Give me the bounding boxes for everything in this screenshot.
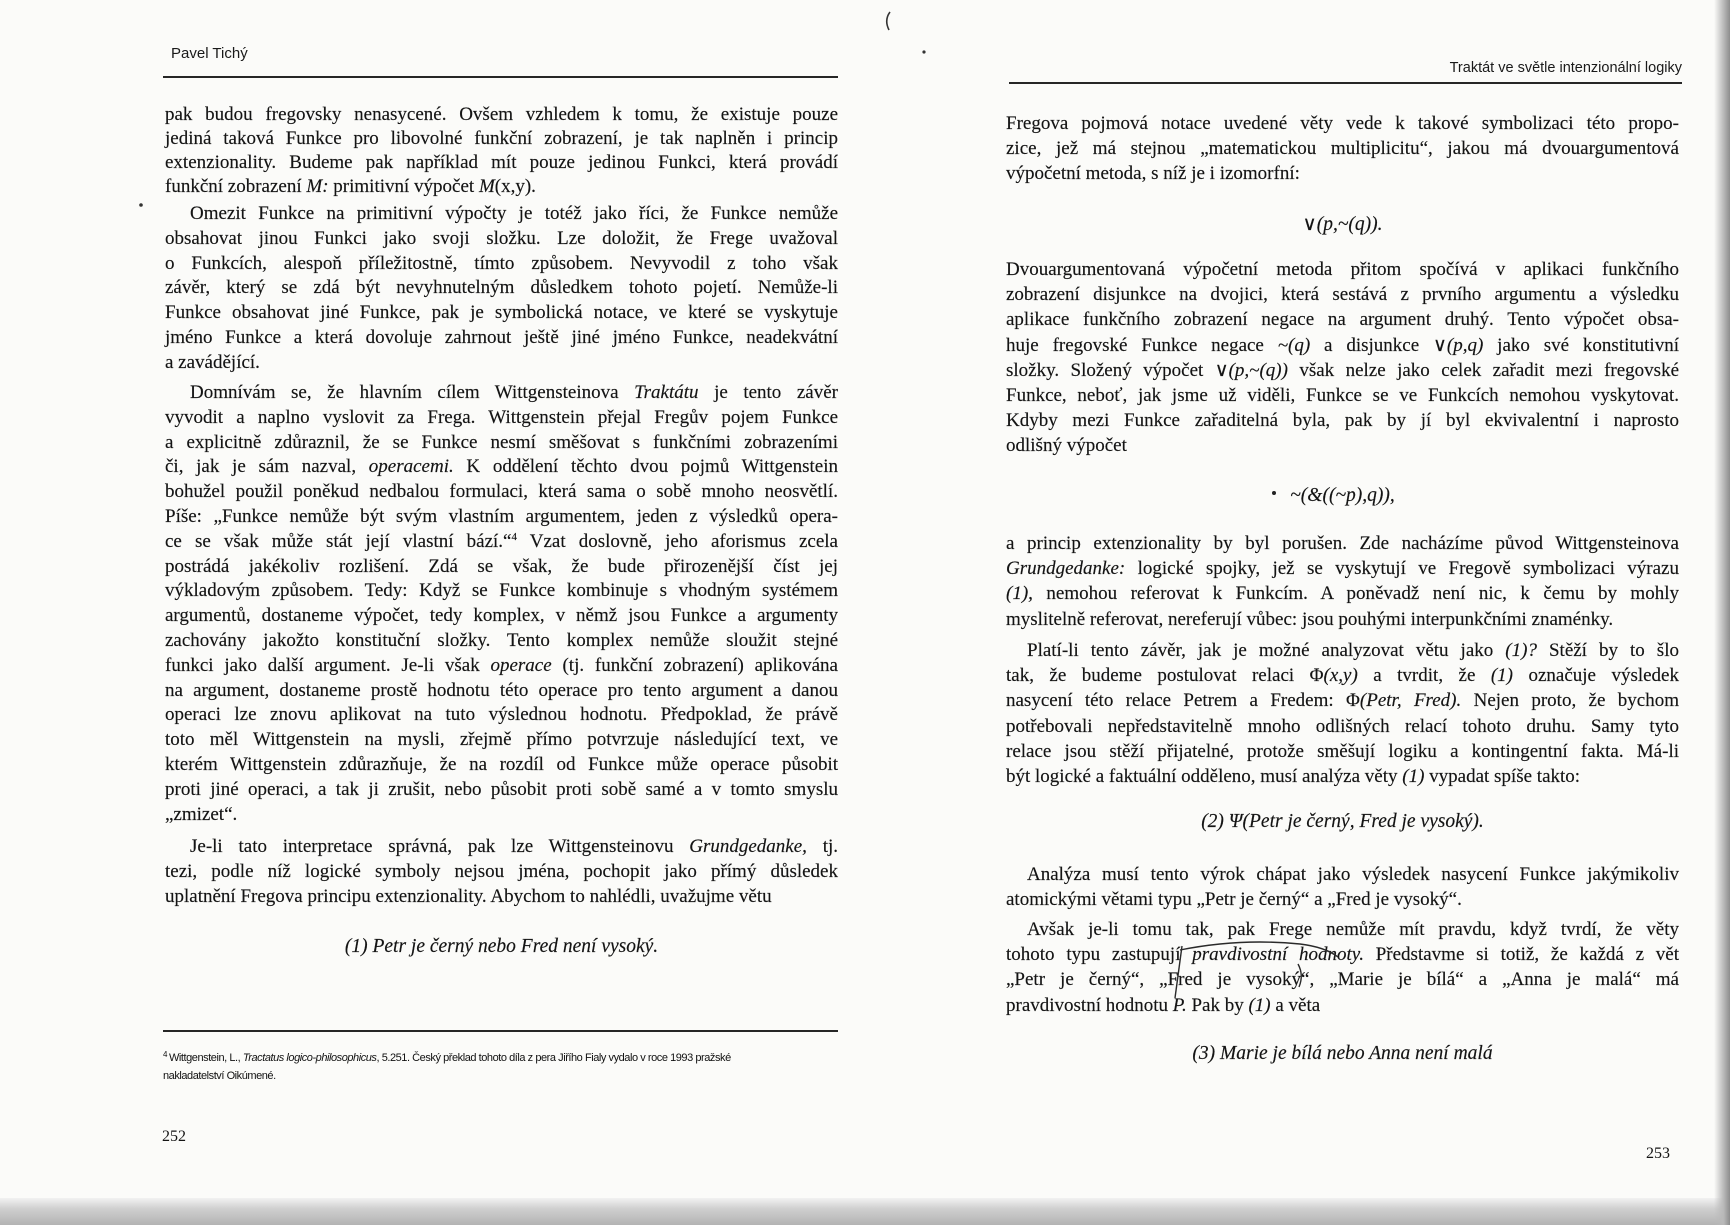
text-line bbox=[1006, 433, 1679, 458]
text-line bbox=[1006, 257, 1679, 282]
italic-text: Tractatus logico-philosophicus bbox=[242, 1052, 377, 1064]
text-segment: uplatnění Fregova principu extenzionality. Abychom to nahlédli, uvažujme větu bbox=[165, 885, 772, 907]
text-segment: pak budou fregovsky nenasycené. Ovšem vzhledem k tomu, že existuje pouze bbox=[165, 104, 838, 125]
text-segment: a disjunkce bbox=[1310, 334, 1433, 356]
footnote-reference: 4 bbox=[511, 530, 517, 543]
italic-text: Grundgedanke: bbox=[1006, 558, 1126, 580]
text-segment: myslitelně referovat, nereferují vůbec: jsou pouhými interpunkčními znaménky. bbox=[1006, 608, 1614, 630]
text-segment: a explicitně zdůraznil, že se Funkce nesmí směšovat s funkčními zobrazeními bbox=[165, 431, 838, 453]
italic-text: Traktátu bbox=[634, 382, 699, 403]
text-segment: a věta bbox=[1270, 994, 1321, 1016]
text-line bbox=[165, 151, 838, 175]
text-segment: označuje výsledek bbox=[1513, 665, 1679, 687]
example-sentence: (3) Marie je bílá nebo Anna není malá bbox=[1192, 1043, 1493, 1064]
left-page-body bbox=[165, 0, 838, 1200]
text-segment: proti jiné operaci, a tak ji zrušit, nebo působit proti sobě samé a v tomto smyslu bbox=[165, 778, 838, 800]
text-segment: toto měl Wittgenstein na mysli, zřejmě přímo potvrzuje následující text, ve bbox=[165, 729, 838, 751]
text-line bbox=[165, 202, 838, 227]
running-head: Traktát ve světle intenzionální logiky bbox=[1449, 60, 1682, 76]
text-segment: atomickými větami typu „Petr je černý“ a „Fred je vysoký“. bbox=[1006, 889, 1462, 911]
text-segment: primitivní výpočet bbox=[328, 176, 479, 197]
right-page-body bbox=[1006, 0, 1679, 1200]
text-line bbox=[165, 860, 838, 885]
pencil-mark bbox=[887, 12, 890, 30]
paragraph bbox=[1006, 862, 1679, 912]
text-segment: tohoto typu zastupují bbox=[1006, 944, 1193, 966]
italic-text: M bbox=[478, 176, 495, 197]
text-segment: extenzionality. Budeme pak například mít pouze jedinou Funkci, která provádí bbox=[165, 152, 838, 173]
text-line bbox=[165, 455, 838, 480]
text-segment: logické spojky, jež se vyskytují ve Fregově symbolizaci výrazu bbox=[1125, 558, 1679, 580]
text-segment: tj. bbox=[806, 836, 838, 857]
text-segment: být logické a faktuální odděleno, musí analýza věty bbox=[1006, 765, 1403, 787]
text-segment: Dvouargumentovaná výpočetní metoda přitom spočívá v aplikaci funkčního bbox=[1006, 259, 1679, 280]
text-line bbox=[165, 753, 838, 778]
text-segment: nemohou referovat k Funkcím. A poněvadž není nic, k čemu by mohly bbox=[1032, 583, 1679, 605]
text-segment: výkladovým způsobem. Tedy: Když se Funkce kombinuje s vhodným systémem bbox=[165, 580, 838, 602]
italic-text: ~(q) bbox=[1277, 334, 1311, 356]
text-segment: složky. Složený výpočet bbox=[1006, 359, 1215, 381]
text-segment: (x,y). bbox=[494, 176, 536, 197]
text-line bbox=[165, 803, 838, 828]
text-line bbox=[165, 252, 838, 277]
text-line bbox=[165, 530, 838, 555]
text-segment: Pak by bbox=[1186, 994, 1249, 1016]
paragraph bbox=[1006, 111, 1679, 187]
text-line bbox=[1006, 333, 1679, 358]
text-line bbox=[165, 835, 838, 860]
text-line bbox=[1006, 383, 1679, 408]
text-segment: potřebovali nepředstavitelně mnoho odlišných relací tohoto druhu. Samy tyto bbox=[1006, 715, 1679, 737]
scan-shadow bbox=[0, 1198, 1730, 1225]
text-segment: Kdyby mezi Funkce zařaditelná byla, pak by jí byl ekvivalentní i naprosto bbox=[1006, 410, 1679, 432]
text-line bbox=[165, 629, 838, 654]
italic-text: Grundgedanke, bbox=[689, 836, 807, 857]
scan-edge bbox=[1714, 0, 1730, 1225]
text-segment: Je-li tato interpretace správná, pak lze Wittgensteinovu bbox=[190, 836, 690, 857]
text-segment: obsahovat jinou Funkci jako svoji složku. Lze doložit, že Frege uvažoval bbox=[165, 227, 838, 249]
text-segment: bohužel použil poněkud nedbalou formulaci, která sama o sobě mnoho neosvětlí. bbox=[165, 481, 838, 503]
text-segment: postrádá jakékoliv rozlišení. Zdá se však, že bude přirozenější číst jej bbox=[165, 555, 838, 577]
text-line bbox=[165, 480, 838, 505]
footnote-rule bbox=[163, 1030, 838, 1032]
footnote-marker: 4 bbox=[163, 1050, 167, 1059]
text-line bbox=[1006, 556, 1679, 581]
text-segment: Analýza musí tento výrok chápat jako výsledek nasycení Funkce jakýmikoliv bbox=[1027, 864, 1679, 885]
italic-text: (1), bbox=[1006, 583, 1033, 605]
text-segment: aplikace funkčního zobrazení negace na argument druhý. Tento výpočet obsa- bbox=[1006, 309, 1679, 331]
text-segment: , 5.251. Český překlad tohoto díla z pera Jiřího Fialy vydalo v roce 1993 pražské bbox=[376, 1052, 731, 1064]
paragraph bbox=[165, 381, 838, 827]
text-segment: operaci lze znovu aplikovat na tuto výslednou hodnotu. Předpoklad, že právě bbox=[165, 704, 838, 726]
text-line bbox=[165, 679, 838, 704]
text-segment: Píše: „Funkce nemůže být svým vlastním argumentem, jeden z výsledků opera- bbox=[165, 505, 838, 527]
italic-text: pravdivostní hodnoty. bbox=[1192, 944, 1364, 966]
text-segment: odlišný výpočet bbox=[1006, 435, 1127, 457]
page-number: 253 bbox=[1646, 1145, 1670, 1162]
paragraph bbox=[1006, 638, 1679, 789]
italic-text: operacemi. bbox=[368, 456, 454, 478]
text-line bbox=[165, 778, 838, 803]
footnote-line bbox=[163, 1068, 853, 1086]
paragraph bbox=[1006, 531, 1679, 632]
text-segment: (tj. funkční zobrazení) aplikována bbox=[551, 654, 838, 676]
text-segment: jako své konstitutivní bbox=[1483, 334, 1679, 356]
text-line bbox=[1006, 663, 1679, 688]
text-line bbox=[1006, 531, 1679, 556]
paragraph bbox=[1006, 917, 1679, 1018]
example-sentence: ∨(p,~(q)). bbox=[1302, 214, 1383, 235]
text-line bbox=[165, 885, 838, 910]
text-line bbox=[165, 227, 838, 252]
example-sentence: ~(&((~p),q)), bbox=[1290, 485, 1395, 506]
text-segment: funkční zobrazení bbox=[165, 176, 307, 197]
text-segment: Platí-li tento závěr, jak je možné analyzovat větu jako bbox=[1027, 640, 1506, 661]
text-line bbox=[165, 505, 838, 530]
text-line bbox=[165, 175, 838, 199]
text-line bbox=[1006, 282, 1679, 307]
text-segment: a zavádějící. bbox=[165, 351, 260, 373]
text-segment: nasycení této relace Petrem a Fredem: Φ bbox=[1006, 690, 1360, 712]
text-segment: vyvodit a naplno vyslovit za Frega. Wittgenstein přejal Fregův pojem Funkce bbox=[165, 406, 838, 428]
text-line bbox=[165, 351, 838, 376]
scan-speck bbox=[139, 203, 143, 207]
text-line bbox=[1006, 581, 1679, 606]
italic-text: operace bbox=[490, 654, 552, 676]
text-line bbox=[1006, 638, 1679, 663]
text-segment: zobrazení disjunkce na dvojici, která sestává z prvního argumentu a výsledku bbox=[1006, 284, 1679, 306]
text-line bbox=[1006, 739, 1679, 764]
text-segment: Představme si totiž, že každá z vět bbox=[1363, 944, 1680, 966]
text-segment: tezi, podle níž logické symboly nejsou jména, pochopit jako přímý důsledek bbox=[165, 860, 838, 882]
running-head: Pavel Tichý bbox=[171, 45, 248, 62]
italic-text: (1) bbox=[1402, 765, 1425, 787]
text-segment: tak, že budeme postulovat relaci Φ bbox=[1006, 665, 1324, 687]
text-line bbox=[165, 301, 838, 326]
text-segment: Domnívám se, že hlavním cílem Wittgensteinova bbox=[190, 382, 635, 403]
text-segment: argumentů, dostaneme výpočet, tedy komplex, v němž jsou Funkce a argumenty bbox=[165, 605, 838, 627]
text-segment: je tento závěr bbox=[698, 382, 838, 403]
text-line bbox=[1006, 307, 1679, 332]
text-segment: či, jak je sám nazval, bbox=[165, 456, 369, 478]
text-line bbox=[165, 555, 838, 580]
text-line bbox=[1006, 967, 1679, 992]
text-segment: Omezit Funkce na primitivní výpočty je totéž jako říci, že Funkce nemůže bbox=[190, 203, 838, 224]
footnote-line bbox=[163, 1050, 853, 1068]
text-segment: však nelze jako celek zařadit mezi fregovské bbox=[1287, 359, 1680, 381]
text-segment: Funkce obsahovat jiné Funkce, pak je symbolická notace, ve které se vyskytuje bbox=[165, 302, 838, 324]
text-segment: Wittgenstein, L., bbox=[169, 1052, 243, 1064]
scan-speck bbox=[922, 50, 925, 53]
example-sentence: (2) Ψ(Petr je černý, Fred je vysoký). bbox=[1201, 811, 1484, 832]
text-line bbox=[165, 276, 838, 301]
text-line bbox=[1006, 993, 1679, 1018]
text-segment: jméno Funkce a která dovoluje zahrnout ještě jiné jméno Funkce, neadekvátní bbox=[165, 326, 838, 348]
text-line bbox=[1006, 161, 1679, 186]
text-line bbox=[165, 326, 838, 351]
text-line bbox=[165, 127, 838, 151]
text-line bbox=[1006, 136, 1679, 161]
text-segment: Stěží by to šlo bbox=[1536, 640, 1679, 661]
page-number: 252 bbox=[162, 1128, 186, 1145]
text-segment: o Funkcích, alespoň příležitostně, tímto způsobem. Nevyvodil z toho však bbox=[165, 252, 838, 274]
text-segment: závěr, který se zdá být nevyhnutelným důsledkem tohoto pojetí. Nemůže-li bbox=[165, 277, 838, 299]
text-line bbox=[1006, 764, 1679, 789]
text-segment: zice, jež má stejnou „matematickou multiplicitu“, jakou má dvouargumentová bbox=[1006, 138, 1679, 160]
text-segment: ce se však může stát její vlastní bází.“ bbox=[165, 530, 512, 552]
paragraph bbox=[165, 835, 838, 909]
paragraph bbox=[165, 103, 838, 199]
italic-text: ∨(p,q) bbox=[1433, 334, 1484, 356]
text-segment: kterém Wittgenstein zdůrazňuje, že na rozdíl od Funkce může operace působit bbox=[165, 753, 838, 775]
text-line bbox=[1006, 862, 1679, 887]
text-line bbox=[1006, 408, 1679, 433]
text-segment: jediná taková Funkce pro libovolné funkční zobrazení, je tak naplněn i princip bbox=[165, 128, 838, 149]
example-sentence: (1) Petr je černý nebo Fred není vysoký. bbox=[344, 936, 659, 957]
text-line bbox=[165, 406, 838, 431]
text-line bbox=[1006, 917, 1679, 942]
text-segment: a princip extenzionality by byl porušen. Zde nacházíme původ Wittgensteinova bbox=[1006, 533, 1679, 554]
text-segment: funkci jako další argument. Je-li však bbox=[165, 654, 491, 676]
text-line bbox=[165, 103, 838, 127]
text-segment: a tvrdit, že bbox=[1357, 665, 1491, 687]
text-segment: „zmizet“. bbox=[165, 803, 238, 825]
text-segment: Avšak je-li tomu tak, pak Frege nemůže mít pravdu, když tvrdí, že věty bbox=[1027, 919, 1679, 940]
text-segment: Funkce, neboť, jak jsme už viděli, Funkce se ve Funkcích nemohou vyskytovat. bbox=[1006, 384, 1679, 406]
text-line bbox=[165, 381, 838, 406]
text-line bbox=[165, 728, 838, 753]
italic-text: (1) bbox=[1248, 994, 1271, 1016]
italic-text: (1)? bbox=[1505, 640, 1537, 661]
text-segment: Nejen proto, že bychom bbox=[1461, 690, 1679, 712]
text-line bbox=[1006, 688, 1679, 713]
text-segment: výpočetní metoda, s níž je i izomorfní: bbox=[1006, 163, 1300, 185]
text-segment: relace jsou stěží přijatelné, protože směšují logiku a kontingentní fakta. Má-li bbox=[1006, 740, 1679, 762]
italic-text: (Petr, Fred). bbox=[1359, 690, 1462, 712]
text-segment: zachovány jakožto konstituční složky. Tento komplex nemůže sloužit stejné bbox=[165, 629, 838, 651]
text-segment: nakladatelství Oikúmené. bbox=[163, 1069, 276, 1082]
text-line bbox=[1006, 714, 1679, 739]
text-segment: Vzat doslovně, jeho aforismus zcela bbox=[516, 530, 838, 552]
text-line bbox=[165, 703, 838, 728]
italic-text: M: bbox=[306, 176, 329, 197]
text-segment: Fregova pojmová notace uvedené věty vede k takové symbolizaci této propo- bbox=[1006, 113, 1679, 134]
paragraph bbox=[1006, 257, 1679, 459]
text-line bbox=[165, 654, 838, 679]
text-line bbox=[1006, 358, 1679, 383]
text-line bbox=[1006, 607, 1679, 632]
italic-text: P. bbox=[1172, 994, 1187, 1016]
text-segment: „Petr je černý“, „Fred je vysoký“, „Marie je bílá“ a „Anna je malá“ má bbox=[1006, 969, 1679, 991]
text-line bbox=[1006, 111, 1679, 136]
text-segment: pravdivostní hodnotu bbox=[1006, 994, 1173, 1016]
text-line bbox=[1006, 942, 1679, 967]
footnote bbox=[163, 1050, 853, 1085]
italic-text: (x,y) bbox=[1323, 665, 1358, 687]
text-segment: na argument, dostaneme prostě hodnotu této operace pro tento argument a danou bbox=[165, 679, 838, 701]
text-segment: huje fregovské Funkce negace bbox=[1006, 334, 1278, 356]
italic-text: (1) bbox=[1490, 665, 1514, 687]
text-line bbox=[1006, 887, 1679, 912]
text-segment: K oddělení těchto dvou pojmů Wittgenstein bbox=[453, 456, 838, 478]
italic-text: ∨(p,~(q)) bbox=[1214, 359, 1288, 381]
paragraph bbox=[165, 202, 838, 376]
text-line bbox=[165, 579, 838, 604]
text-segment: vypadat spíše takto: bbox=[1424, 765, 1581, 787]
text-line bbox=[165, 604, 838, 629]
text-line bbox=[165, 431, 838, 456]
